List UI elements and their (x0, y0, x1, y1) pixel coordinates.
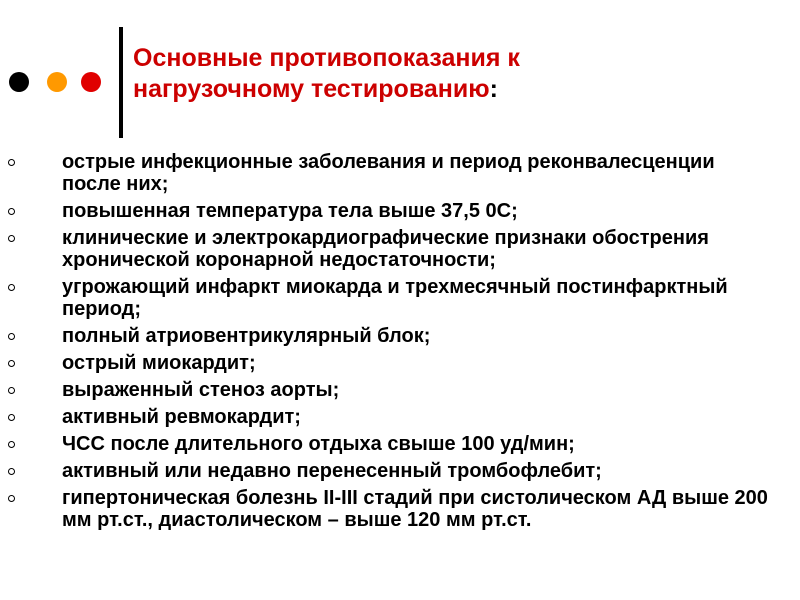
list-item-text: активный ревмокардит; (62, 406, 301, 428)
list-item-text: гипертоническая болезнь II-III стадий при систолическом АД выше 200 мм рт.ст., диастолическом – выше 120 мм рт.ст. (62, 487, 768, 531)
list-item (0, 151, 800, 195)
hollow-circle-bullet-icon (8, 235, 15, 242)
hollow-circle-bullet-icon (8, 387, 15, 394)
slide-title-colon: : (489, 75, 498, 103)
black-dot-icon (9, 72, 29, 92)
slide-title-text: Основные противопоказания к нагрузочному тестированию (133, 44, 520, 103)
hollow-circle-bullet-icon (8, 414, 15, 421)
hollow-circle-bullet-icon (8, 468, 15, 475)
red-dot-icon (81, 72, 101, 92)
list-item (0, 487, 800, 531)
orange-dot-icon (47, 72, 67, 92)
hollow-circle-bullet-icon (8, 441, 15, 448)
contraindications-list (0, 151, 800, 536)
list-item (0, 406, 800, 428)
list-item-text: выраженный стеноз аорты; (62, 379, 340, 401)
list-item (0, 433, 800, 455)
hollow-circle-bullet-icon (8, 208, 15, 215)
list-item-text: повышенная температура тела выше 37,5 0С; (62, 200, 518, 222)
list-item (0, 200, 800, 222)
list-item-text: полный атриовентрикулярный блок; (62, 325, 431, 347)
vertical-divider (119, 27, 123, 138)
list-item-text: острый миокардит; (62, 352, 256, 374)
list-item-text: активный или недавно перенесенный тромбофлебит; (62, 460, 602, 482)
list-item (0, 379, 800, 401)
list-item (0, 227, 800, 271)
list-item-text: клинические и электрокардиографические признаки обострения хронической коронарной недостаточности; (62, 227, 709, 271)
list-item (0, 325, 800, 347)
list-item (0, 352, 800, 374)
hollow-circle-bullet-icon (8, 159, 15, 166)
hollow-circle-bullet-icon (8, 495, 15, 502)
list-item-text: ЧСС после длительного отдыха свыше 100 уд/мин; (62, 433, 575, 455)
hollow-circle-bullet-icon (8, 333, 15, 340)
list-item-text: острые инфекционные заболевания и период реконвалесценции после них; (62, 151, 715, 195)
slide-title (133, 43, 693, 105)
list-item (0, 460, 800, 482)
list-item (0, 276, 800, 320)
list-item-text: угрожающий инфаркт миокарда и трехмесячный постинфарктный период; (62, 276, 728, 320)
hollow-circle-bullet-icon (8, 360, 15, 367)
hollow-circle-bullet-icon (8, 284, 15, 291)
